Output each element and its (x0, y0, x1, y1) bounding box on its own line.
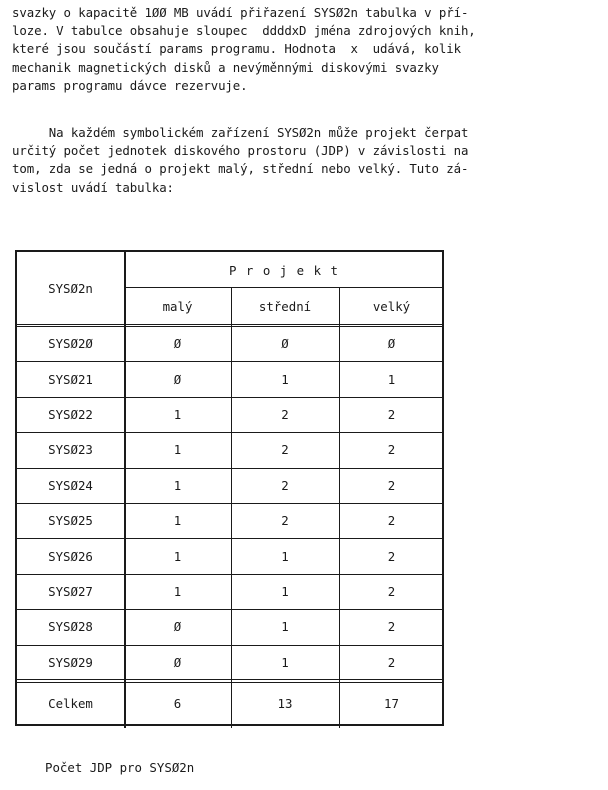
device-cell: SYSØ27 (48, 583, 93, 599)
value-cell: 2 (281, 513, 289, 529)
value-cell: 1 (281, 371, 289, 387)
value-cell: 2 (387, 442, 396, 458)
total-cell: 13 (277, 695, 293, 711)
value-cell: 2 (281, 442, 289, 458)
device-cell: SYSØ2Ø (48, 336, 93, 352)
value-cell: Ø (173, 619, 182, 635)
value-cell: 2 (281, 477, 289, 493)
value-cell: 2 (387, 513, 396, 529)
group-label: P r o j e k t (229, 262, 339, 278)
value-cell: 2 (387, 477, 396, 493)
grid-line (17, 679, 442, 680)
device-cell: SYSØ22 (48, 406, 93, 422)
value-cell: Ø (281, 336, 289, 352)
device-cell: SYSØ26 (48, 548, 93, 564)
jdp-table (15, 250, 444, 726)
value-cell: Ø (173, 371, 182, 387)
column-header-maly: malý (162, 298, 193, 314)
value-cell: Ø (387, 336, 396, 352)
value-cell: Ø (173, 336, 182, 352)
device-cell: SYSØ21 (48, 371, 93, 387)
table-caption: Počet JDP pro SYSØ2n (45, 760, 195, 775)
grid-line (17, 324, 442, 325)
total-cell: 6 (173, 695, 182, 711)
value-cell: 1 (281, 619, 289, 635)
value-cell: 1 (173, 442, 182, 458)
text-line: params programu dávce rezervuje. (12, 77, 248, 93)
text-line: svazky o kapacitě 1ØØ MB uvádí přiřazení SYSØ2n tabulka v pří- (12, 5, 469, 20)
value-cell: 1 (387, 371, 396, 387)
value-cell: 1 (281, 548, 289, 564)
value-cell: Ø (173, 654, 182, 670)
device-cell: SYSØ25 (48, 513, 93, 529)
value-cell: 2 (387, 583, 396, 599)
text-line: tom, zda se jedná o projekt malý, střední nebo velký. Tuto zá- (12, 161, 469, 177)
value-cell: 2 (387, 548, 396, 564)
value-cell: 1 (173, 406, 182, 422)
value-cell: 1 (281, 654, 289, 670)
device-cell: SYSØ24 (48, 477, 93, 493)
device-cell: SYSØ23 (48, 442, 93, 458)
text-line: které jsou součástí params programu. Hodnota x udává, kolik (12, 41, 461, 57)
value-cell: 2 (387, 619, 396, 635)
text-line: loze. V tabulce obsahuje sloupec ddddxD jména zdrojových knih, (12, 23, 476, 39)
value-cell: 1 (173, 513, 182, 529)
text-line: Na každém symbolickém zařízení SYSØ2n může projekt čerpat (12, 125, 469, 140)
value-cell: 1 (173, 548, 182, 564)
paragraph-intro (12, 4, 592, 95)
value-cell: 1 (281, 583, 289, 599)
paragraph-jdp (12, 124, 592, 197)
column-header-velky: velký (372, 298, 411, 314)
text-line: vislost uvádí tabulka: (12, 179, 174, 195)
text-line: určitý počet jednotek diskového prostoru (JDP) v závislosti na (12, 143, 469, 159)
total-cell: 17 (384, 695, 399, 711)
value-cell: 2 (387, 406, 396, 422)
value-cell: 1 (173, 583, 182, 599)
device-cell: SYSØ29 (48, 654, 93, 670)
total-label: Celkem (48, 695, 93, 711)
text-line: mechanik magnetických disků a nevýměnnými diskovými svazky (12, 59, 439, 75)
device-cell: SYSØ28 (48, 619, 93, 635)
grid-line (124, 287, 444, 288)
column-header-stredni: střední (258, 298, 312, 314)
value-cell: 2 (281, 406, 289, 422)
corner-label: SYSØ2n (48, 280, 93, 296)
value-cell: 1 (173, 477, 182, 493)
value-cell: 2 (387, 654, 396, 670)
